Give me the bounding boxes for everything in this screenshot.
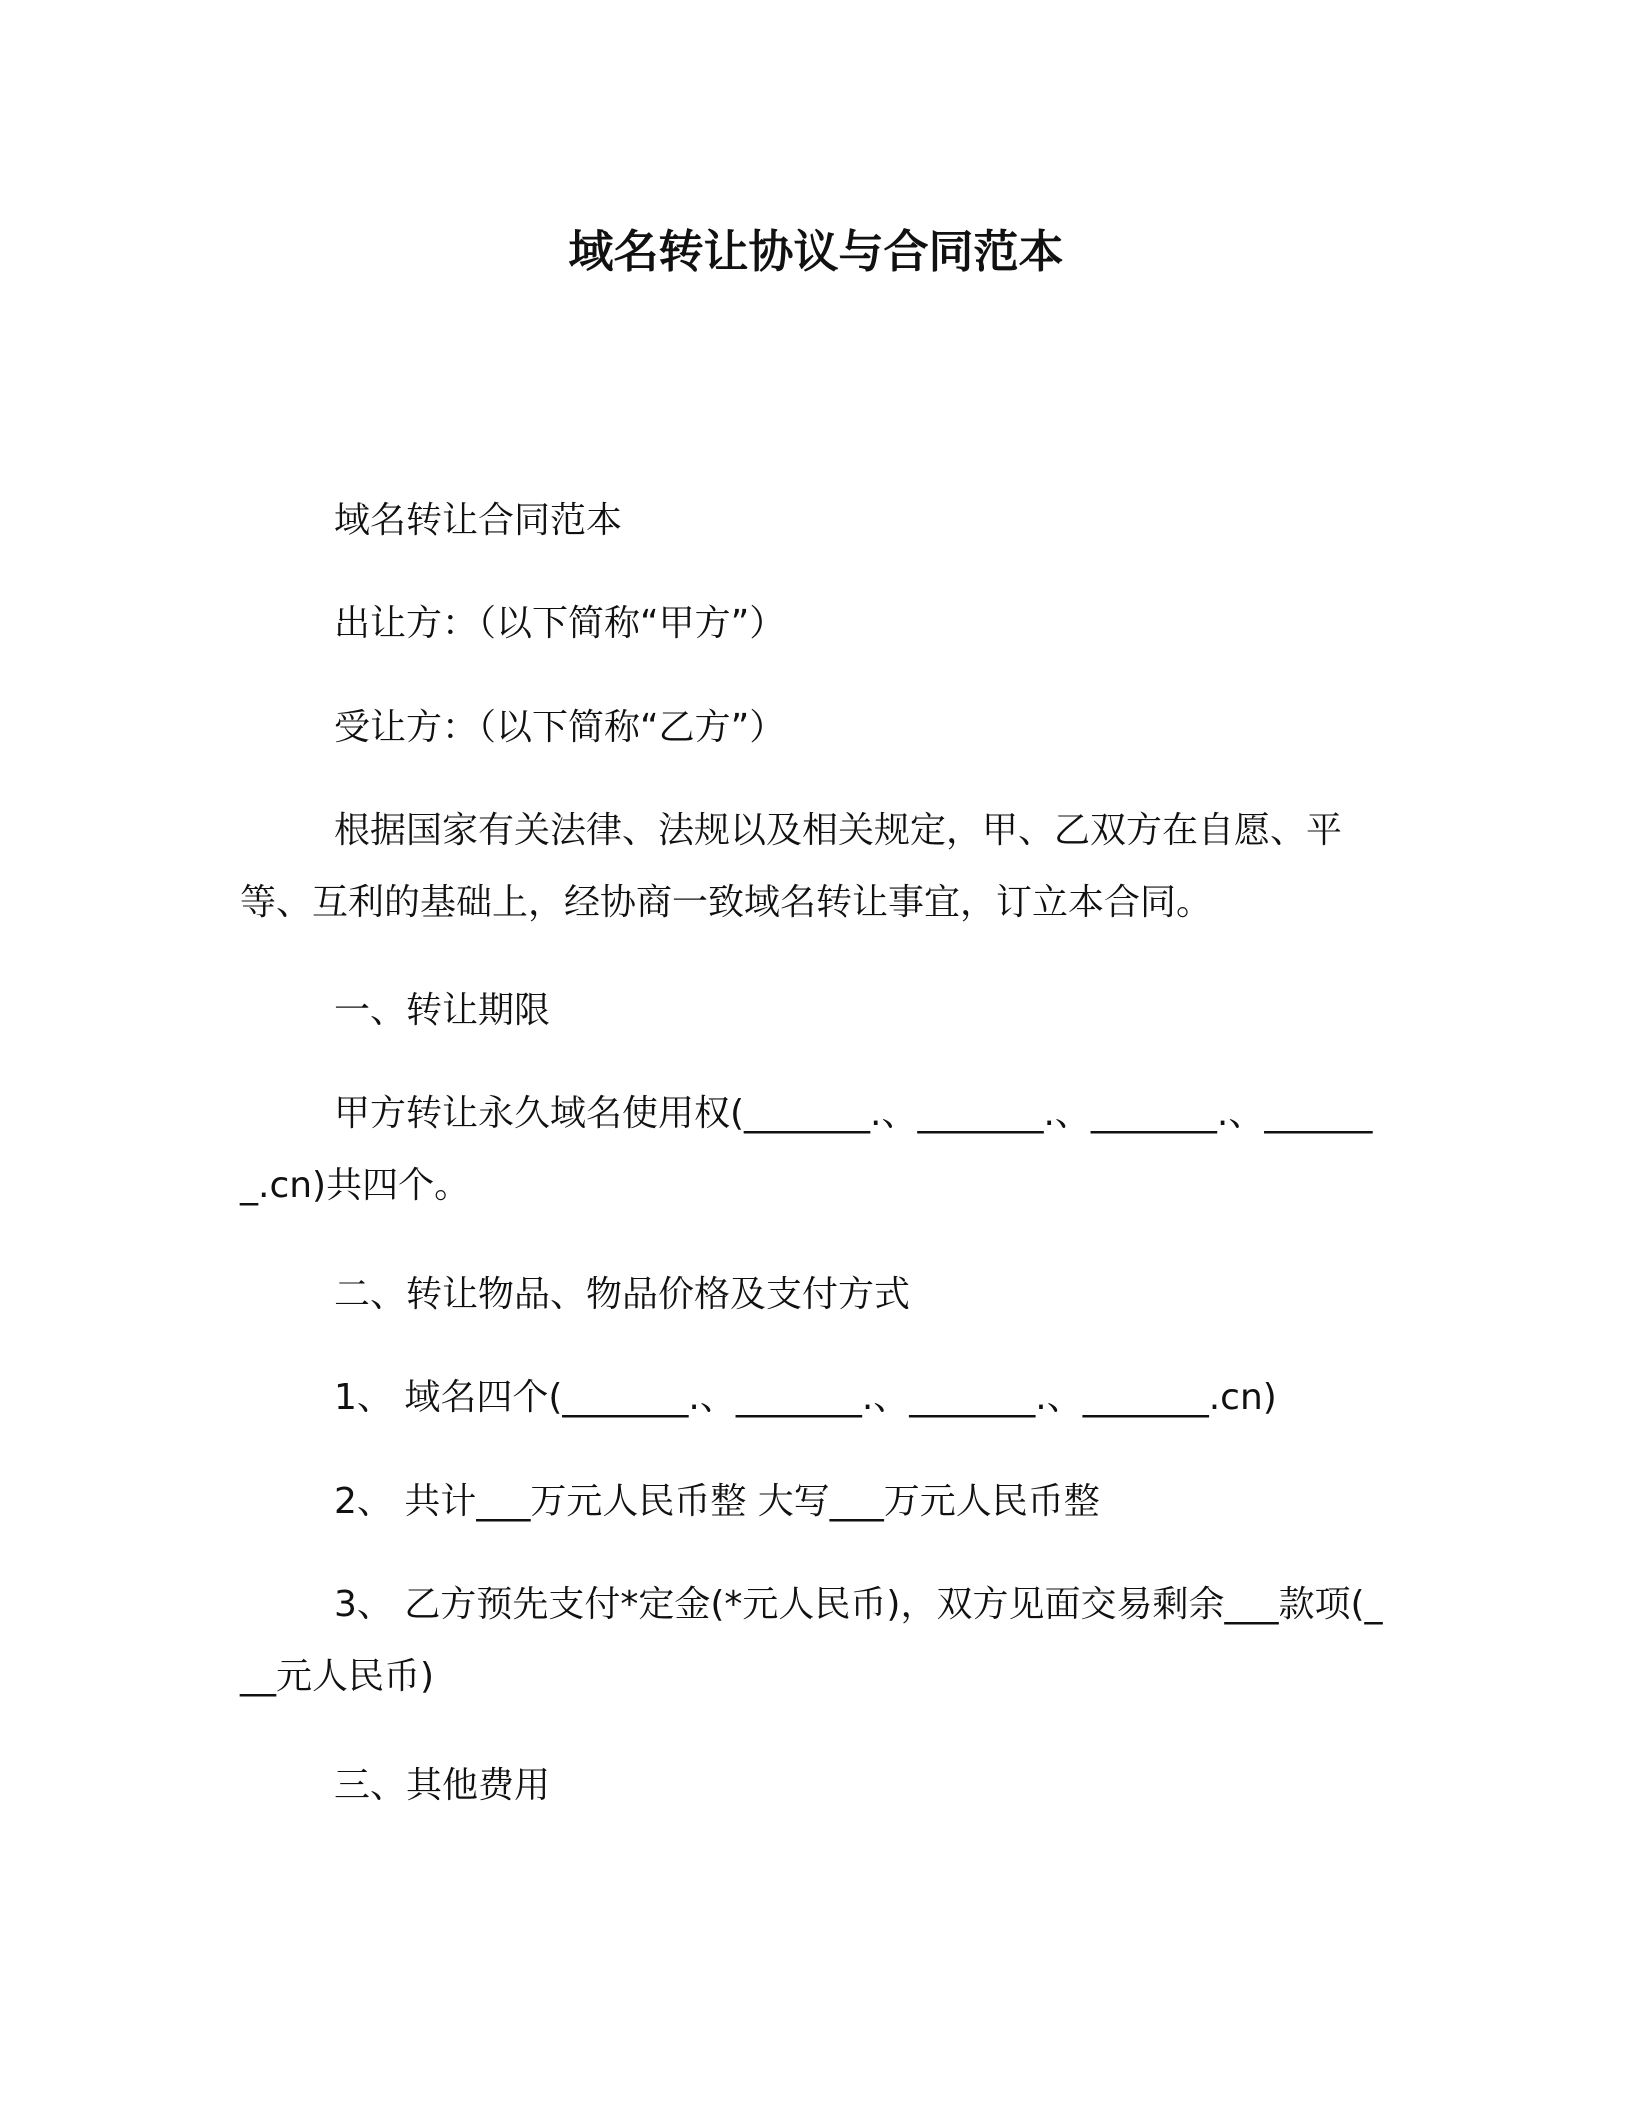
clause-item-2: 2、 共计___万元人民币整 大写___万元人民币整 xyxy=(334,1481,1100,1522)
section-heading-term: 一、转让期限 xyxy=(334,990,551,1031)
document-title: 域名转让协议与合同范本 xyxy=(568,225,1064,278)
section-heading-other-fees: 三、其他费用 xyxy=(334,1765,551,1806)
paragraph-preamble: 根据国家有关法律、法规以及相关规定，甲、乙双方在自愿、平等、互利的基础上，经协商一致域名转让事宜，订立本合同。 xyxy=(240,810,1343,923)
paragraph-transferor: 出让方：（以下简称“甲方”） xyxy=(334,603,786,644)
clause-item-3: 3、 乙方预先支付*定金(*元人民币)，双方见面交易剩余___款项(___元人民币) xyxy=(240,1584,1383,1697)
paragraph-term-clause: 甲方转让永久域名使用权(_______.、_______.、_______.、_______.cn)共四个。 xyxy=(240,1093,1373,1206)
paragraph-transferee: 受让方：（以下简称“乙方”） xyxy=(334,707,786,748)
section-heading-goods-price-payment: 二、转让物品、物品价格及支付方式 xyxy=(334,1274,911,1315)
paragraph-contract-heading: 域名转让合同范本 xyxy=(334,500,623,541)
clause-item-1: 1、 域名四个(_______.、_______.、_______.、_______.cn) xyxy=(334,1377,1277,1418)
